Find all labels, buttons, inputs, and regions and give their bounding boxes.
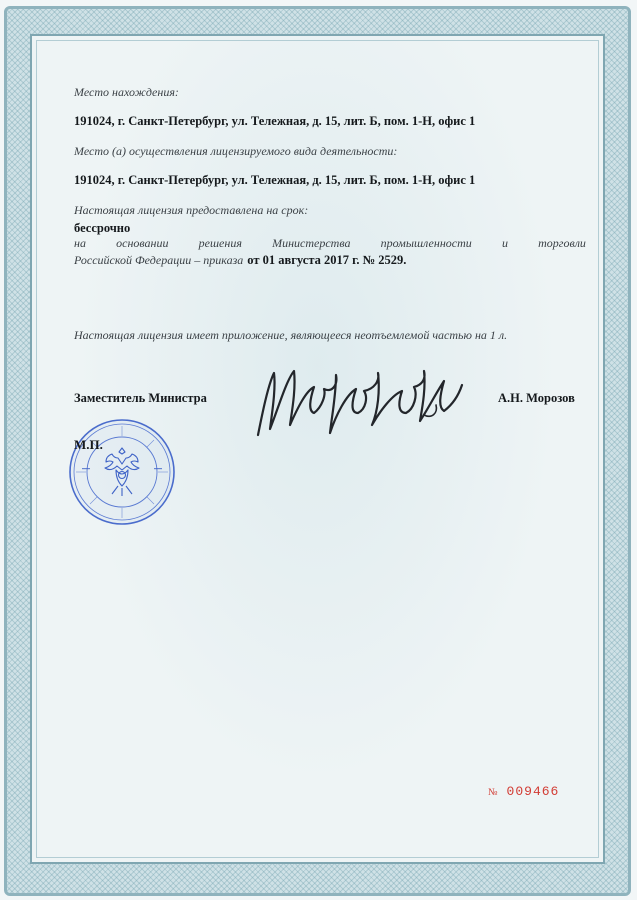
- ministry-seal-icon: [68, 418, 176, 526]
- basis-word: основании: [116, 236, 169, 250]
- basis-word: Министерства: [272, 236, 351, 250]
- signer-position: Заместитель Министра: [74, 391, 207, 405]
- serial-prefix: №: [488, 787, 499, 798]
- location-address: 191024, г. Санкт-Петербург, ул. Тележная, д. 15, лит. Б, пом. 1-Н, офис 1: [74, 114, 476, 128]
- signature-icon: [252, 355, 477, 445]
- basis-word: на: [74, 236, 86, 250]
- term-label: Настоящая лицензия предоставлена на срок:: [74, 203, 309, 217]
- basis-line-2-italic: Российской Федерации – приказа: [74, 253, 244, 267]
- location-label: Место нахождения:: [74, 85, 179, 99]
- activity-place-label: Место (а) осуществления лицензируемого вида деятельности:: [74, 144, 398, 158]
- basis-word: решения: [198, 236, 242, 250]
- basis-line-1: [74, 236, 586, 251]
- appendix-note: Настоящая лицензия имеет приложение, являющееся неотъемлемой частью на 1 л.: [74, 328, 508, 342]
- signer-name: А.Н. Морозов: [498, 391, 575, 405]
- basis-word: и: [501, 236, 508, 250]
- serial-value: 009466: [506, 784, 560, 799]
- basis-line-2: [74, 251, 406, 269]
- term-value: бессрочно: [74, 221, 131, 235]
- stamp-place-label: М.П.: [74, 437, 103, 452]
- activity-place-address: 191024, г. Санкт-Петербург, ул. Тележная, д. 15, лит. Б, пом. 1-Н, офис 1: [74, 173, 476, 187]
- basis-word: торговли: [538, 236, 586, 250]
- basis-order-reference: от 01 августа 2017 г. № 2529.: [247, 253, 407, 267]
- serial-number: [488, 784, 559, 799]
- basis-word: промышленности: [380, 236, 472, 250]
